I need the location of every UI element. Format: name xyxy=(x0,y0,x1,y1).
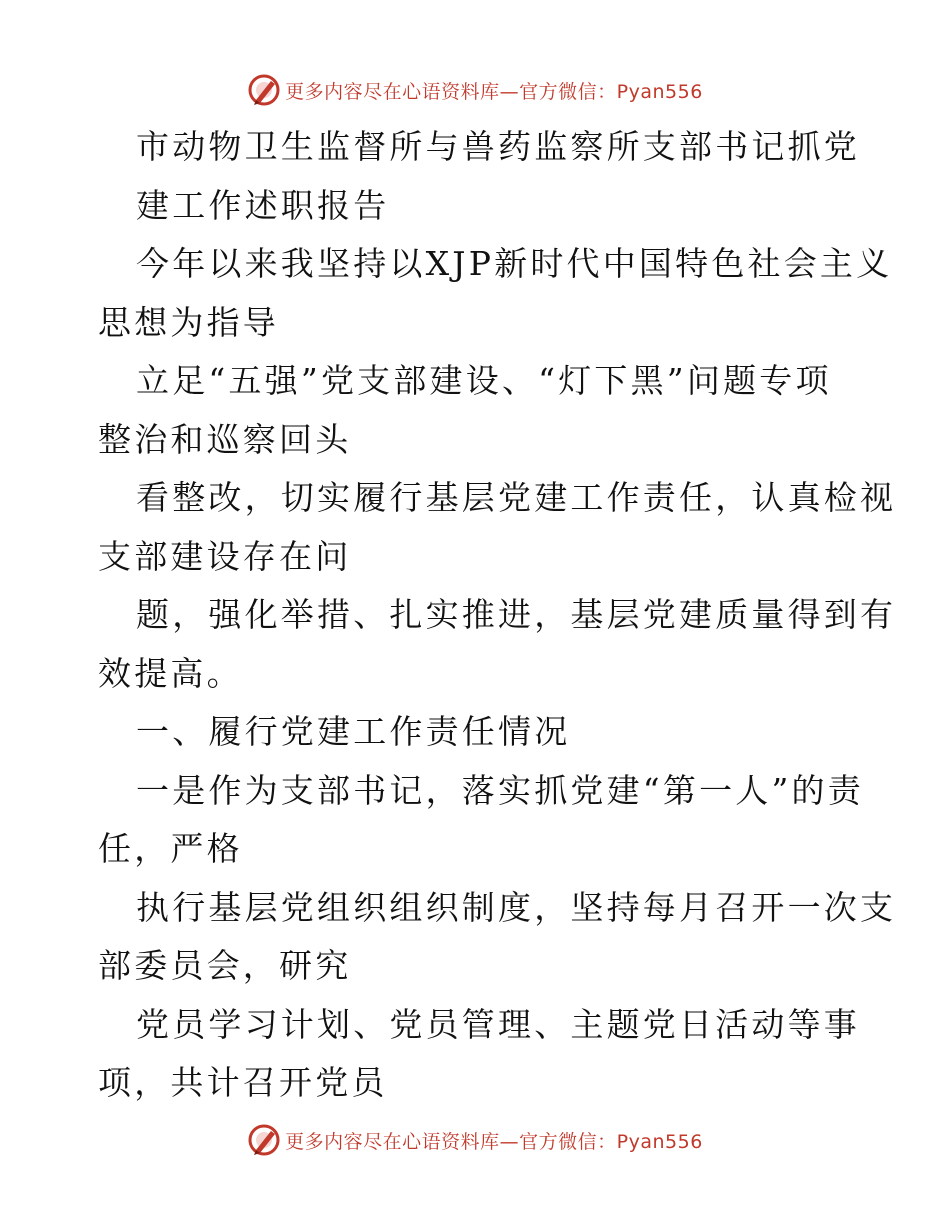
text-line: 今年以来我坚持以XJP新时代中国特色社会主义 xyxy=(136,244,893,283)
text-line: 执行基层党组织组织制度，坚持每月召开一次支 xyxy=(136,887,897,927)
text-line: 项，共计召开党员 xyxy=(98,1063,388,1102)
footer-banner-text: 更多内容尽在心语资料库—官方微信：Pyan556 xyxy=(285,1130,703,1153)
text-line: 建工作述职报告 xyxy=(136,185,390,225)
text-line: 思想为指导 xyxy=(98,302,279,342)
text-line: 任，严格 xyxy=(98,829,243,868)
text-line: 市动物卫生监督所与兽药监察所支部书记抓党 xyxy=(136,127,860,166)
text-line: 效提高。 xyxy=(98,653,243,693)
text-line: 一、履行党建工作责任情况 xyxy=(136,712,571,751)
text-line: 一是作为支部书记，落实抓党建“第一人”的责 xyxy=(136,770,864,810)
header-banner-text: 更多内容尽在心语资料库—官方微信：Pyan556 xyxy=(285,80,703,103)
footer-banner xyxy=(0,1120,950,1160)
text-line: 整治和巡察回头 xyxy=(98,419,352,459)
text-line: 支部建设存在问 xyxy=(98,536,352,576)
text-line: 看整改，切实履行基层党建工作责任，认真检视 xyxy=(136,478,897,517)
header-banner xyxy=(0,70,950,110)
text-line: 党员学习计划、党员管理、主题党日活动等事 xyxy=(136,1004,860,1044)
text-line: 部委员会，研究 xyxy=(98,946,352,985)
document-body xyxy=(98,118,897,1113)
text-line: 立足“五强”党支部建设、“灯下黑”问题专项 xyxy=(136,361,832,400)
pen-logo-icon xyxy=(247,1123,281,1157)
text-line: 题，强化举措、扎实推进，基层党建质量得到有 xyxy=(136,595,897,634)
pen-logo-icon xyxy=(247,73,281,107)
